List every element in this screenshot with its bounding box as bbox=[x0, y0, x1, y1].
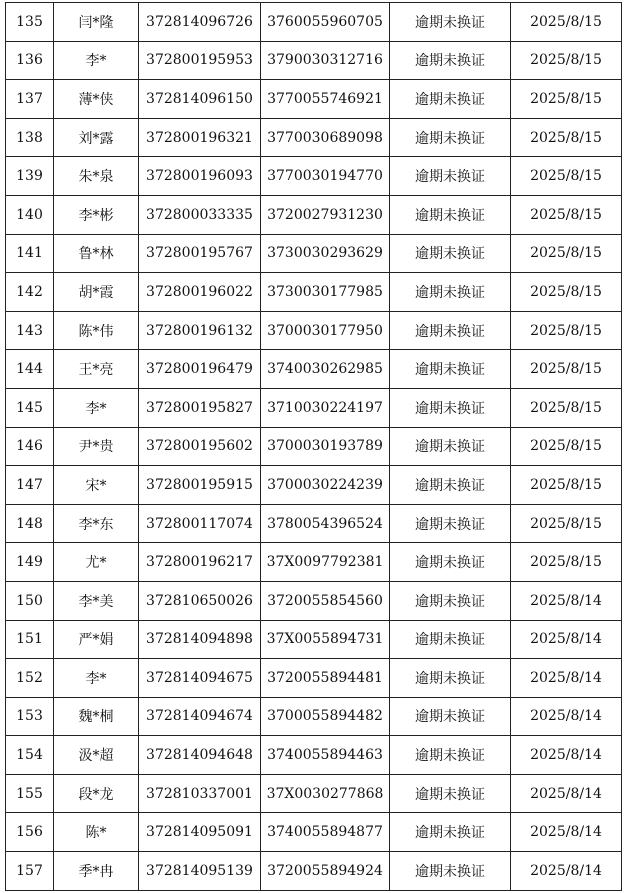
id-number-cell: 372814095139 bbox=[139, 852, 261, 891]
name-cell: 李* bbox=[54, 41, 139, 80]
certificate-number-cell: 3740055894463 bbox=[261, 736, 390, 775]
table-row bbox=[6, 774, 622, 813]
name-cell: 严*娟 bbox=[54, 620, 139, 659]
id-number-cell: 372814094898 bbox=[139, 620, 261, 659]
row-index-cell: 147 bbox=[6, 466, 54, 505]
date-cell: 2025/8/14 bbox=[511, 697, 622, 736]
certificate-number-cell: 3770030194770 bbox=[261, 157, 390, 196]
row-index-cell: 144 bbox=[6, 350, 54, 389]
table-row bbox=[6, 620, 622, 659]
table-row bbox=[6, 80, 622, 119]
date-cell: 2025/8/15 bbox=[511, 350, 622, 389]
row-index-cell: 151 bbox=[6, 620, 54, 659]
status-cell: 逾期未换证 bbox=[390, 466, 511, 505]
date-cell: 2025/8/15 bbox=[511, 80, 622, 119]
name-cell: 尤* bbox=[54, 543, 139, 582]
row-index-cell: 154 bbox=[6, 736, 54, 775]
name-cell: 胡*霞 bbox=[54, 273, 139, 312]
status-cell: 逾期未换证 bbox=[390, 118, 511, 157]
status-cell: 逾期未换证 bbox=[390, 543, 511, 582]
date-cell: 2025/8/14 bbox=[511, 659, 622, 698]
status-cell: 逾期未换证 bbox=[390, 3, 511, 42]
status-cell: 逾期未换证 bbox=[390, 774, 511, 813]
row-index-cell: 149 bbox=[6, 543, 54, 582]
row-index-cell: 137 bbox=[6, 80, 54, 119]
date-cell: 2025/8/14 bbox=[511, 813, 622, 852]
table-row bbox=[6, 543, 622, 582]
status-cell: 逾期未换证 bbox=[390, 350, 511, 389]
date-cell: 2025/8/15 bbox=[511, 273, 622, 312]
name-cell: 陈*伟 bbox=[54, 311, 139, 350]
id-number-cell: 372810650026 bbox=[139, 581, 261, 620]
certificate-number-cell: 37X0030277868 bbox=[261, 774, 390, 813]
table-row bbox=[6, 427, 622, 466]
table-row bbox=[6, 736, 622, 775]
date-cell: 2025/8/15 bbox=[511, 427, 622, 466]
certificate-number-cell: 3770030689098 bbox=[261, 118, 390, 157]
name-cell: 宋* bbox=[54, 466, 139, 505]
date-cell: 2025/8/15 bbox=[511, 3, 622, 42]
date-cell: 2025/8/15 bbox=[511, 466, 622, 505]
date-cell: 2025/8/15 bbox=[511, 157, 622, 196]
id-number-cell: 372814094648 bbox=[139, 736, 261, 775]
row-index-cell: 136 bbox=[6, 41, 54, 80]
id-number-cell: 372810337001 bbox=[139, 774, 261, 813]
name-cell: 汲*超 bbox=[54, 736, 139, 775]
name-cell: 李*东 bbox=[54, 504, 139, 543]
id-number-cell: 372800195767 bbox=[139, 234, 261, 273]
id-number-cell: 372800117074 bbox=[139, 504, 261, 543]
date-cell: 2025/8/15 bbox=[511, 118, 622, 157]
certificate-number-cell: 3720055894924 bbox=[261, 852, 390, 891]
status-cell: 逾期未换证 bbox=[390, 852, 511, 891]
id-number-cell: 372800195827 bbox=[139, 388, 261, 427]
certificate-number-cell: 3730030177985 bbox=[261, 273, 390, 312]
status-cell: 逾期未换证 bbox=[390, 427, 511, 466]
id-number-cell: 372800195915 bbox=[139, 466, 261, 505]
table-row bbox=[6, 273, 622, 312]
name-cell: 王*亮 bbox=[54, 350, 139, 389]
id-number-cell: 372814094674 bbox=[139, 697, 261, 736]
status-cell: 逾期未换证 bbox=[390, 504, 511, 543]
date-cell: 2025/8/15 bbox=[511, 388, 622, 427]
row-index-cell: 139 bbox=[6, 157, 54, 196]
row-index-cell: 140 bbox=[6, 195, 54, 234]
name-cell: 陈* bbox=[54, 813, 139, 852]
table-row bbox=[6, 41, 622, 80]
name-cell: 朱*泉 bbox=[54, 157, 139, 196]
certificate-number-cell: 3790030312716 bbox=[261, 41, 390, 80]
row-index-cell: 156 bbox=[6, 813, 54, 852]
row-index-cell: 155 bbox=[6, 774, 54, 813]
id-number-cell: 372800195953 bbox=[139, 41, 261, 80]
row-index-cell: 143 bbox=[6, 311, 54, 350]
table-row bbox=[6, 195, 622, 234]
table-row bbox=[6, 3, 622, 42]
certificate-number-cell: 3720055854560 bbox=[261, 581, 390, 620]
name-cell: 薄*侠 bbox=[54, 80, 139, 119]
table-row bbox=[6, 234, 622, 273]
row-index-cell: 141 bbox=[6, 234, 54, 273]
date-cell: 2025/8/14 bbox=[511, 774, 622, 813]
row-index-cell: 142 bbox=[6, 273, 54, 312]
id-number-cell: 372800196217 bbox=[139, 543, 261, 582]
name-cell: 刘*露 bbox=[54, 118, 139, 157]
table-row bbox=[6, 388, 622, 427]
date-cell: 2025/8/15 bbox=[511, 234, 622, 273]
date-cell: 2025/8/15 bbox=[511, 543, 622, 582]
status-cell: 逾期未换证 bbox=[390, 41, 511, 80]
id-number-cell: 372814095091 bbox=[139, 813, 261, 852]
date-cell: 2025/8/14 bbox=[511, 852, 622, 891]
name-cell: 魏*桐 bbox=[54, 697, 139, 736]
status-cell: 逾期未换证 bbox=[390, 157, 511, 196]
certificate-number-cell: 3770055746921 bbox=[261, 80, 390, 119]
status-cell: 逾期未换证 bbox=[390, 234, 511, 273]
table-row bbox=[6, 311, 622, 350]
name-cell: 李* bbox=[54, 659, 139, 698]
name-cell: 鲁*林 bbox=[54, 234, 139, 273]
certificate-number-cell: 3780054396524 bbox=[261, 504, 390, 543]
id-number-cell: 372800196093 bbox=[139, 157, 261, 196]
certificate-number-cell: 3720055894481 bbox=[261, 659, 390, 698]
id-number-cell: 372800196479 bbox=[139, 350, 261, 389]
id-number-cell: 372800196321 bbox=[139, 118, 261, 157]
status-cell: 逾期未换证 bbox=[390, 80, 511, 119]
certificate-number-cell: 3720027931230 bbox=[261, 195, 390, 234]
name-cell: 李*美 bbox=[54, 581, 139, 620]
row-index-cell: 152 bbox=[6, 659, 54, 698]
status-cell: 逾期未换证 bbox=[390, 311, 511, 350]
name-cell: 李*彬 bbox=[54, 195, 139, 234]
certificate-number-cell: 3700030224239 bbox=[261, 466, 390, 505]
date-cell: 2025/8/14 bbox=[511, 620, 622, 659]
row-index-cell: 145 bbox=[6, 388, 54, 427]
name-cell: 闫*隆 bbox=[54, 3, 139, 42]
status-cell: 逾期未换证 bbox=[390, 813, 511, 852]
table-row bbox=[6, 852, 622, 891]
status-cell: 逾期未换证 bbox=[390, 388, 511, 427]
id-number-cell: 372800196022 bbox=[139, 273, 261, 312]
certificate-number-cell: 3740055894877 bbox=[261, 813, 390, 852]
certificate-number-cell: 3710030224197 bbox=[261, 388, 390, 427]
date-cell: 2025/8/15 bbox=[511, 311, 622, 350]
certificate-number-cell: 37X0097792381 bbox=[261, 543, 390, 582]
table-row bbox=[6, 581, 622, 620]
table-row bbox=[6, 697, 622, 736]
status-cell: 逾期未换证 bbox=[390, 620, 511, 659]
records-table-body bbox=[6, 3, 622, 891]
certificate-number-cell: 37X0055894731 bbox=[261, 620, 390, 659]
table-row bbox=[6, 504, 622, 543]
id-number-cell: 372800033335 bbox=[139, 195, 261, 234]
certificate-number-cell: 3760055960705 bbox=[261, 3, 390, 42]
name-cell: 季*冉 bbox=[54, 852, 139, 891]
certificate-number-cell: 3700055894482 bbox=[261, 697, 390, 736]
name-cell: 段*龙 bbox=[54, 774, 139, 813]
table-row bbox=[6, 350, 622, 389]
row-index-cell: 135 bbox=[6, 3, 54, 42]
table-row bbox=[6, 813, 622, 852]
status-cell: 逾期未换证 bbox=[390, 195, 511, 234]
table-row bbox=[6, 659, 622, 698]
table-row bbox=[6, 157, 622, 196]
row-index-cell: 146 bbox=[6, 427, 54, 466]
certificate-number-cell: 3700030193789 bbox=[261, 427, 390, 466]
date-cell: 2025/8/14 bbox=[511, 736, 622, 775]
date-cell: 2025/8/15 bbox=[511, 41, 622, 80]
table-row bbox=[6, 118, 622, 157]
certificate-number-cell: 3700030177950 bbox=[261, 311, 390, 350]
id-number-cell: 372814096150 bbox=[139, 80, 261, 119]
id-number-cell: 372814096726 bbox=[139, 3, 261, 42]
status-cell: 逾期未换证 bbox=[390, 697, 511, 736]
date-cell: 2025/8/15 bbox=[511, 195, 622, 234]
row-index-cell: 157 bbox=[6, 852, 54, 891]
name-cell: 李* bbox=[54, 388, 139, 427]
id-number-cell: 372800196132 bbox=[139, 311, 261, 350]
row-index-cell: 150 bbox=[6, 581, 54, 620]
status-cell: 逾期未换证 bbox=[390, 659, 511, 698]
row-index-cell: 148 bbox=[6, 504, 54, 543]
certificate-number-cell: 3730030293629 bbox=[261, 234, 390, 273]
date-cell: 2025/8/14 bbox=[511, 581, 622, 620]
records-table bbox=[5, 2, 622, 891]
id-number-cell: 372814094675 bbox=[139, 659, 261, 698]
table-row bbox=[6, 466, 622, 505]
id-number-cell: 372800195602 bbox=[139, 427, 261, 466]
status-cell: 逾期未换证 bbox=[390, 736, 511, 775]
status-cell: 逾期未换证 bbox=[390, 581, 511, 620]
row-index-cell: 153 bbox=[6, 697, 54, 736]
certificate-number-cell: 3740030262985 bbox=[261, 350, 390, 389]
date-cell: 2025/8/15 bbox=[511, 504, 622, 543]
name-cell: 尹*贵 bbox=[54, 427, 139, 466]
row-index-cell: 138 bbox=[6, 118, 54, 157]
status-cell: 逾期未换证 bbox=[390, 273, 511, 312]
